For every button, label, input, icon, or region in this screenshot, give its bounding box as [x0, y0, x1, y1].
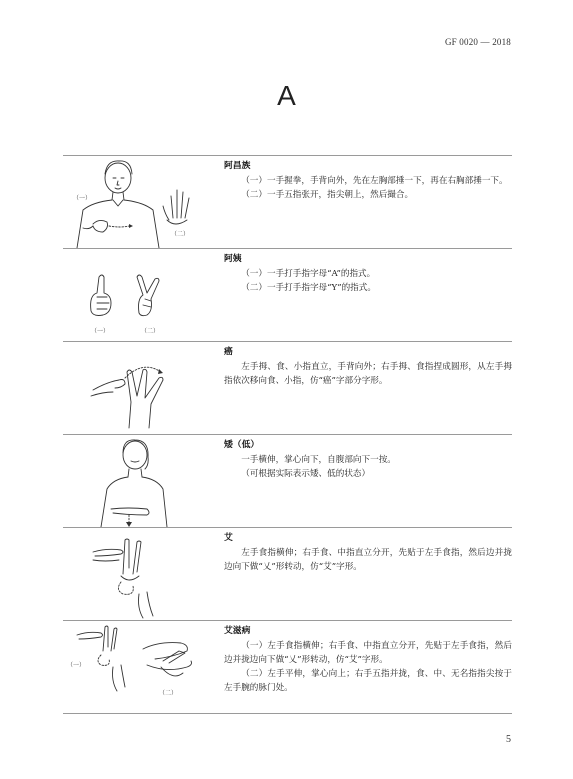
section-letter: A	[277, 80, 296, 111]
entry-text	[224, 252, 512, 295]
entry-text	[224, 345, 512, 388]
entry-ai-cancer	[63, 341, 512, 434]
entry-aids	[63, 620, 512, 714]
entry-line: 一手横伸，掌心向下，自腹部向下一按。	[241, 455, 396, 465]
figure-label: （二）	[159, 691, 178, 697]
entry-ai-short	[63, 434, 512, 527]
illustration-ai-mugwort	[63, 528, 217, 620]
entry-text	[224, 531, 512, 574]
entry-line: 左手食指横伸；右手食、中指直立分开，先贴于左手食指，然后边并拢边向下做“乂”形转动，仿“艾”字形。	[224, 548, 512, 572]
illustration-ai-cancer	[63, 342, 217, 434]
entry-ayi	[63, 248, 512, 341]
entry-title: 阿姨	[224, 254, 242, 264]
figure-label: （二）	[141, 329, 160, 335]
entry-line: （一）一手打手指字母“A”的指式。	[241, 269, 376, 279]
entry-achang	[63, 155, 512, 248]
figure-label: （二）	[171, 232, 190, 238]
figure-label: （一）	[73, 196, 92, 202]
entry-text	[224, 159, 512, 202]
entry-title: 癌	[224, 347, 233, 357]
illustration-achang	[63, 156, 217, 248]
entry-line: 左手拇、食、小指直立，手背向外；右手拇、食指捏成圆形，从左手拇指依次移向食、小指，仿“癌”字部分字形。	[224, 362, 512, 386]
entry-line: （二）一手五指张开，指尖朝上，然后撮合。	[241, 190, 414, 200]
figure-label: （一）	[91, 329, 110, 335]
entry-line: （二）左手平伸，掌心向上；右手五指并拢，食、中、无名指指尖按于左手腕的脉门处。	[224, 669, 512, 693]
figure-label: （一）	[67, 663, 86, 669]
entry-line: （一）一手握拳，手背向外，先在左胸部捶一下，再在右胸部捶一下。	[241, 176, 508, 186]
entry-line: （一）左手食指横伸；右手食、中指直立分开，先贴于左手食指，然后边并拢边向下做“乂”形转动，仿“艾”字形。	[224, 641, 512, 665]
entry-line: （可根据实际表示矮、低的状态）	[241, 469, 371, 479]
entry-list	[63, 155, 512, 714]
entry-text	[224, 438, 512, 481]
entry-title: 矮（低）	[224, 440, 260, 450]
illustration-ayi	[63, 249, 217, 341]
entry-line: （二）一手打手指字母“Y”的指式。	[241, 283, 376, 293]
entry-title: 艾	[224, 533, 233, 543]
illustration-ai-short	[63, 435, 217, 527]
page-number: 5	[506, 734, 511, 745]
entry-text	[224, 624, 512, 695]
standard-code: GF 0020 — 2018	[444, 37, 511, 47]
entry-title: 阿昌族	[224, 161, 251, 171]
entry-ai-mugwort	[63, 527, 512, 620]
illustration-aids	[63, 621, 217, 713]
entry-title: 艾滋病	[224, 626, 251, 636]
